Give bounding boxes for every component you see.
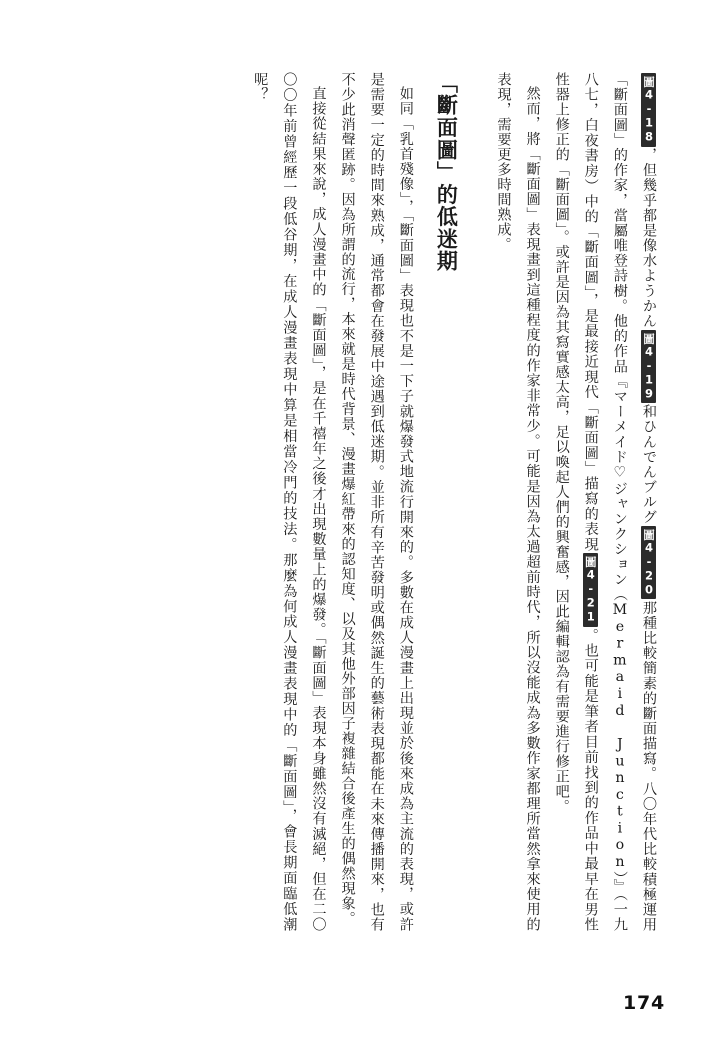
- paragraph-text: ，但幾乎都是像水ようかん: [641, 147, 657, 329]
- paragraph-text: 直接從結果來說，成人漫畫中的「斷面圖」，是在千禧年之後才出現數量上的爆發。「斷面圖」表現本身雖然沒有滅絕，但在二〇〇〇年前曾經歷一段低谷期，在成人漫畫表現中算是相當冷門的技法。那麼為何成人漫畫表現中的「斷面圖」，會長期面臨低潮呢？: [252, 72, 327, 932]
- paragraph-text: 然而，將「斷面圖」表現畫到這種程度的作家非常少。可能是因為太過超前時代，所以沒能成為多數作家都理所當然拿來使用的表現，需要更多時間熟成。: [495, 72, 541, 932]
- paragraph-text: 如同「乳首殘像」，「斷面圖」表現也不是一下子就爆發式地流行開來的。多數在成人漫畫上出現並於後來成為主流的表現，或許是需要一定的時間來熟成，通常都會在發展中途遇到低迷期。並非所有辛苦發明或偶然誕生的藝術表現都能在未來傳播開來，也有不少此消聲匿跡。因為所謂的流行，本來就是時代背景、漫畫爆紅帶來的認知度、以及其他外部因子複雜結合後產生的偶然現象。: [339, 72, 414, 932]
- paragraph-text: 。也可能是筆者目前找到的作品中最早在男性性器上修正的「斷面圖」。或許是因為其寫實感太高，足以喚起人們的興奮感，因此編輯認為有需要進行修正吧。: [553, 72, 599, 933]
- figure-reference: 圖4-20: [641, 526, 656, 600]
- page-text-body: [78, 72, 663, 932]
- paragraph-3: [332, 72, 419, 932]
- paragraph-1: [547, 72, 663, 932]
- paragraph-text: 那種比較簡素的斷面描寫。八〇年代比較積極運用「斷面圖」的作家，當屬唯登詩樹。他的作品『マーメイド♡ジャンクション（Mermaid Junction）』（一九八七，白夜書房）中的「斷面圖」，是最接近現代「斷面圖」描寫的表現: [582, 72, 657, 932]
- figure-reference: 圖4-21: [583, 553, 598, 627]
- page-number: 174: [623, 992, 665, 1014]
- paragraph-2: [488, 72, 546, 932]
- figure-reference: 圖4-18: [641, 73, 656, 147]
- figure-reference: 圖4-19: [641, 330, 656, 404]
- section-heading: 「斷面圖」的低迷期: [434, 72, 459, 273]
- paragraph-4: [245, 72, 332, 932]
- paragraph-text: 和ひんでんブルグ: [641, 404, 657, 525]
